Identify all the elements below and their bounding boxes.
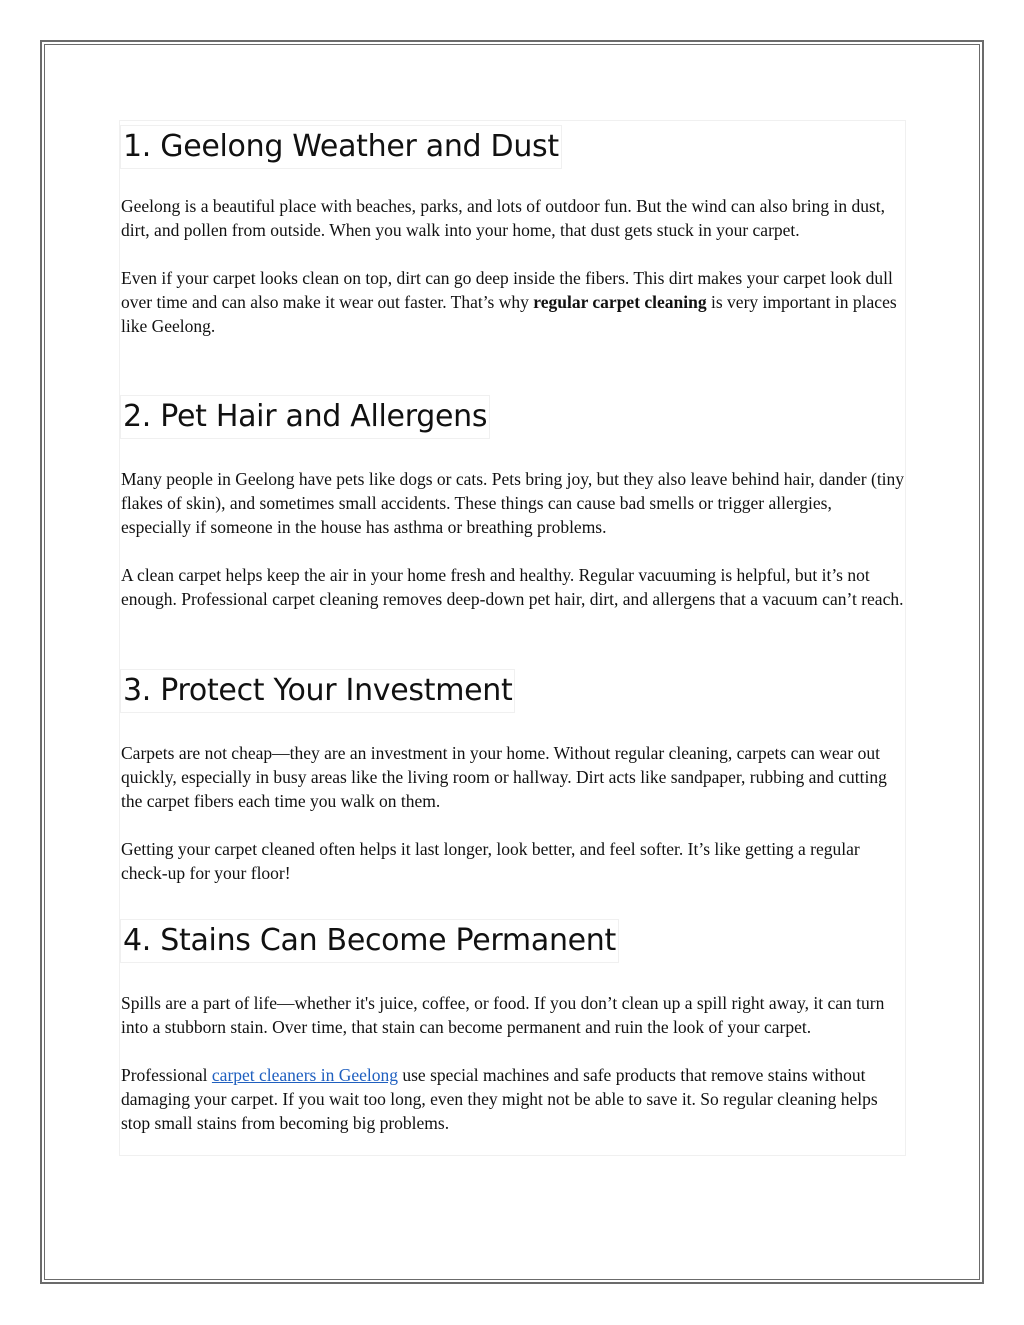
section-paragraph: Geelong is a beautiful place with beaches, parks, and lots of outdoor fun. But the wind can also bring in dust, dirt, and pollen from outside. When you walk into your home, that dust gets stuck in your carpet. bbox=[121, 196, 885, 240]
paragraph-text: is very important in places like Geelong. bbox=[121, 292, 897, 336]
section-paragraph bbox=[120, 1063, 907, 1135]
section-heading: 3. Protect Your Investment bbox=[120, 669, 515, 713]
section-paragraph: Many people in Geelong have pets like dogs or cats. Pets bring joy, but they also leave behind hair, dander (tiny flakes of skin), and sometimes small accidents. These things can cause bad smells or trigger allergies, especially if someone in the house has asthma or breathing problems. bbox=[121, 469, 905, 537]
section-heading: 2. Pet Hair and Allergens bbox=[120, 395, 490, 439]
section-paragraph: Carpets are not cheap—they are an investment in your home. Without regular cleaning, carpets can wear out quickly, especially in busy areas like the living room or hallway. Dirt acts like sandpaper, rubbing and cutting the carpet fibers each time you walk on them. bbox=[121, 743, 887, 811]
paragraph-text: Even if your carpet looks clean on top, dirt can go deep inside the fibers. This dirt makes your carpet look dull over time and can also make it wear out faster. That’s why bbox=[121, 268, 893, 312]
section-pet-hair bbox=[120, 395, 907, 611]
section-paragraph: Getting your carpet cleaned often helps it last longer, look better, and feel softer. It’s like getting a regular check-up for your floor! bbox=[121, 839, 860, 883]
section-paragraph bbox=[120, 266, 907, 338]
document-content bbox=[119, 120, 906, 1156]
bold-phrase: regular carpet cleaning bbox=[533, 292, 707, 312]
section-paragraph: Spills are a part of life—whether it's juice, coffee, or food. If you don’t clean up a spill right away, it can turn into a stubborn stain. Over time, that stain can become permanent and ruin the look of your carpet. bbox=[121, 993, 885, 1037]
section-geelong-weather bbox=[120, 125, 907, 338]
section-heading: 1. Geelong Weather and Dust bbox=[120, 125, 562, 169]
section-stains bbox=[120, 919, 907, 1135]
section-heading: 4. Stains Can Become Permanent bbox=[120, 919, 619, 963]
section-paragraph: A clean carpet helps keep the air in your home fresh and healthy. Regular vacuuming is helpful, but it’s not enough. Professional carpet cleaning removes deep-down pet hair, dirt, and allergens that a vacuum can’t reach. bbox=[121, 565, 904, 609]
paragraph-text: use special machines and safe products that remove stains without damaging your carpet. If you wait too long, even they might not be able to save it. So regular cleaning helps stop small stains from becoming big problems. bbox=[121, 1065, 878, 1133]
carpet-cleaners-link[interactable]: carpet cleaners in Geelong bbox=[211, 1065, 398, 1085]
section-protect-investment bbox=[120, 669, 907, 885]
paragraph-text: Professional bbox=[121, 1065, 212, 1085]
